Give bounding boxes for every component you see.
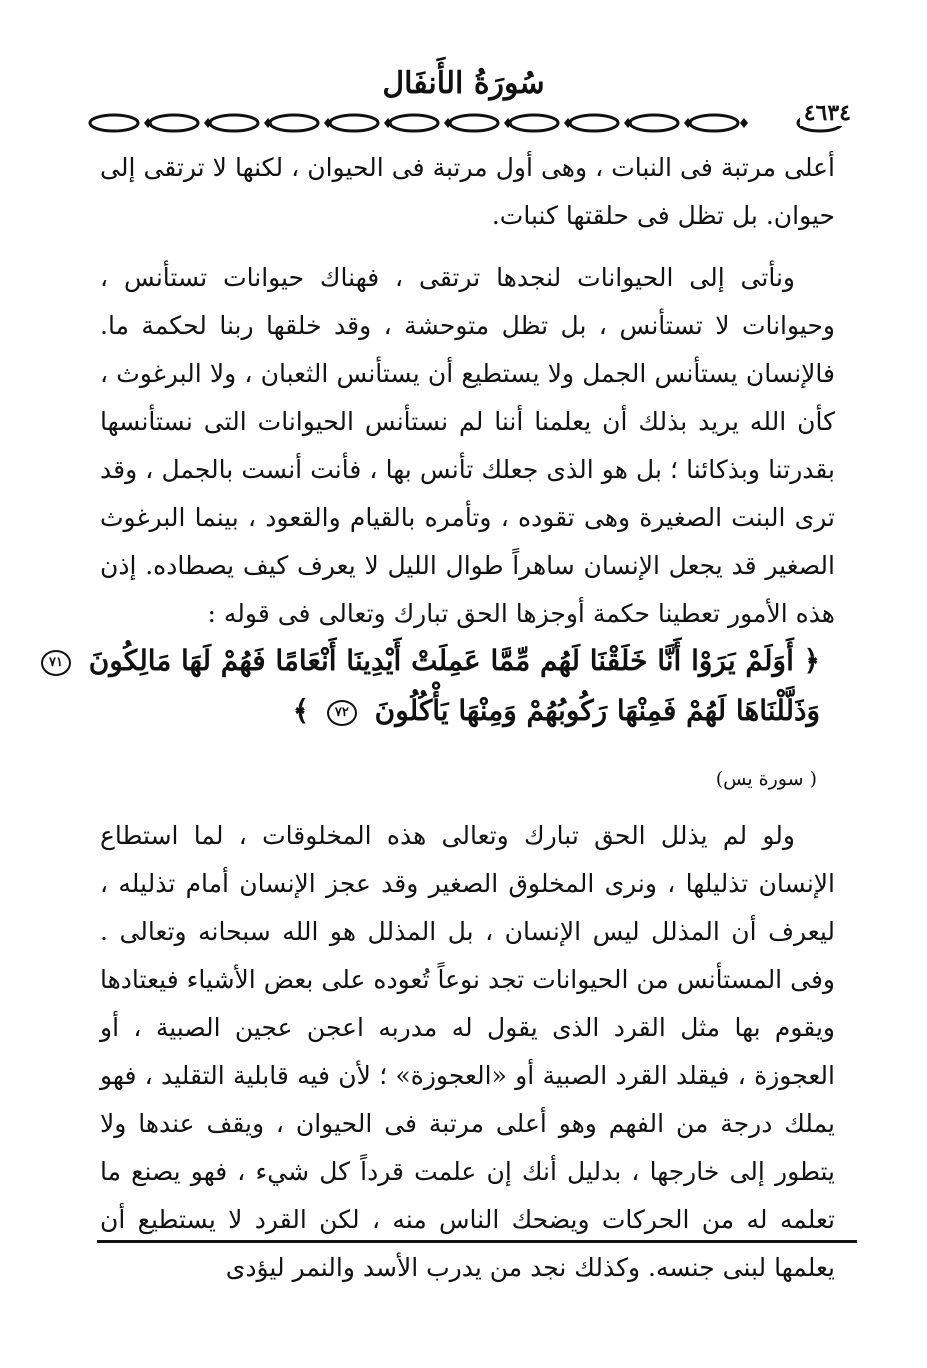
- verse-text: أَوَلَمْ يَرَوْا أَنَّا خَلَقْنَا لَهُم مِّمَّا عَمِلَتْ أَيْدِينَا أَنْعَامًا فَهُمْ لَهَا مَالِكُونَ: [88, 644, 794, 677]
- body-text-bottom: [100, 812, 835, 1292]
- page-number: ٤٦٣٤: [800, 100, 855, 126]
- footer-rule: [97, 1240, 857, 1243]
- paragraph: ولو لم يذلل الحق تبارك وتعالى هذه المخلوقات ، لما استطاع الإنسان تذليلها ، ونرى المخلوق الصغير وقد عجز الإنسان أمام تذليله ، ليعرف أن المذلل ليس الإنسان ، بل المذلل هو الله سبحانه وتعالى . وفى المستأنس من الحيوانات تجد نوعاً تُعوده على بعض الأشياء فيعتادها ويقوم بها مثل القرد الذى يقول له مدربه اعجن عجين الصبية ، أو العجوزة ، فيقلد القرد الصبية أو «العجوزة» ؛ لأن فيه قابلية التقليد ، فهو يملك درجة من الفهم وهو أعلى مرتبة فى الحيوان ، ويقف عندها ولا يتطور إلى خارجها ، بدليل أنك إن علمت قرداً كل شيء ، فهو يصنع ما تعلمه له من الحركات ويضحك الناس منه ، لكن القرد لا يستطيع أن يعلمها لبنى جنسه. وكذلك نجد من يدرب الأسد والنمر ليؤدى: [100, 821, 835, 1282]
- surah-reference: ( سورة يس): [715, 768, 817, 790]
- paragraph: ونأتى إلى الحيوانات لنجدها ترتقى ، فهناك حيوانات تستأنس ، وحيوانات لا تستأنس ، بل تظل متوحشة ، وقد خلقها ربنا لحكمة ما. فالإنسان يستأنس الجمل ولا يستطيع أن يستأنس الثعبان ، ولا البرغوث ، كأن الله يريد بذلك أن يعلمنا أننا لم نستأنس الحيوانات التى نستأنسها بقدرتنا وبذكائنا ؛ بل هو الذى جعلك تأنس بها ، فأنت أنست بالجمل ، وقد ترى البنت الصغيرة وهى تقوده ، وتأمره بالقيام والقعود ، بينما البرغوث الصغير قد يجعل الإنسان ساهراً طوال الليل لا يعرف كيف يصطاده. إذن هذه الأمور تعطينا حكمة أوجزها الحق تبارك وتعالى فى قوله :: [100, 263, 835, 628]
- quran-verse-block: [48, 636, 820, 736]
- verse-close-bracket: ﴾: [292, 694, 310, 727]
- paragraph: أعلى مرتبة فى النبات ، وهى أول مرتبة فى الحيوان ، لكنها لا ترتقى إلى حيوان. بل تظل فى حلقتها كنبات.: [100, 153, 835, 230]
- ayah-number-marker: ٧٢: [327, 700, 357, 726]
- quran-verse-line: [48, 636, 820, 686]
- verse-open-bracket: ﴿: [803, 644, 820, 677]
- surah-title: سُورَةُ الأَنفَال: [382, 66, 545, 101]
- quran-verse-line: [120, 686, 820, 736]
- header-ornament: [80, 108, 850, 138]
- body-text-top: [100, 144, 835, 638]
- ayah-number-marker: ٧١: [41, 650, 71, 676]
- verse-text: وَذَلَّلْنَاهَا لَهُمْ فَمِنْهَا رَكُوبُهُمْ وَمِنْهَا يَأْكُلُونَ: [374, 694, 820, 727]
